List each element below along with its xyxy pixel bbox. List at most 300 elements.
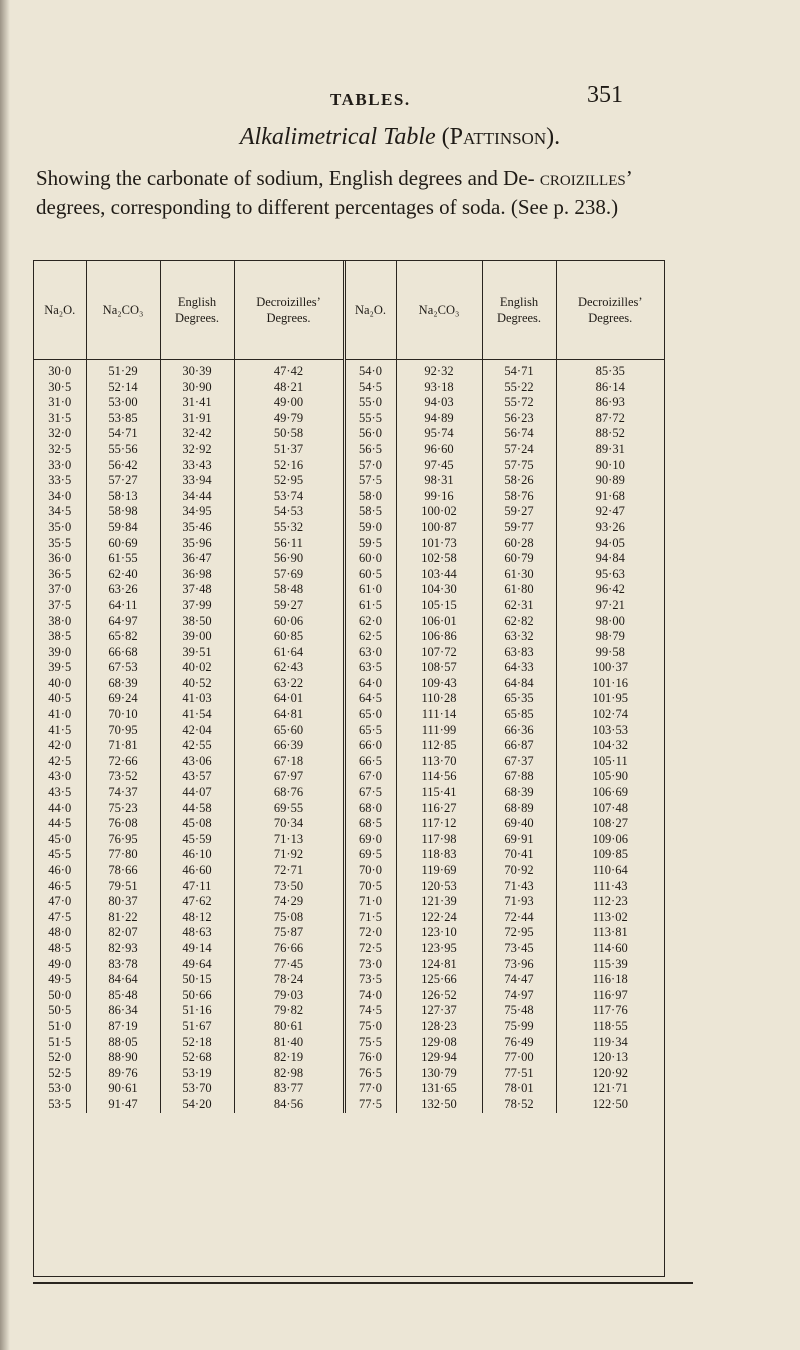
table-cell: 91·47 (86, 1097, 160, 1113)
table-cell: 73·50 (234, 879, 344, 895)
table-cell: 100·37 (592, 660, 628, 675)
table-cell: 86·14 (595, 379, 625, 394)
table-cell: 37·48 (160, 582, 234, 598)
table-cell: 118·55 (592, 1018, 628, 1033)
table-cell: 114·60 (592, 940, 628, 955)
table-cell: 76·5 (344, 1066, 396, 1082)
table-cell: 44·0 (34, 801, 86, 817)
table-row (34, 769, 664, 785)
table-cell: 78·24 (234, 972, 344, 988)
table-cell: 55·72 (482, 395, 556, 411)
table-cell: 79·03 (234, 988, 344, 1004)
table-cell: 51·67 (160, 1019, 234, 1035)
table-cell: 38·5 (34, 629, 86, 645)
table-cell: 61·30 (482, 567, 556, 583)
table-cell: 81·40 (234, 1035, 344, 1051)
table-cell: 94·03 (396, 395, 482, 411)
table-row (34, 941, 664, 957)
table-row (34, 910, 664, 926)
table-cell: 33·5 (34, 473, 86, 489)
table-cell: 56·90 (234, 551, 344, 567)
table-cell: 98·31 (396, 473, 482, 489)
table-cell: 86·93 (595, 395, 625, 410)
table-cell: 58·5 (344, 504, 396, 520)
table-row (34, 395, 664, 411)
table-cell: 78·52 (482, 1097, 556, 1113)
table-cell: 69·5 (344, 847, 396, 863)
table-row (34, 598, 664, 614)
table-cell: 70·10 (86, 707, 160, 723)
table-title-author: (Pattinson). (441, 124, 561, 150)
table-cell: 92·32 (396, 360, 482, 380)
table-cell: 61·5 (344, 598, 396, 614)
table-cell: 64·01 (234, 691, 344, 707)
table-cell: 39·51 (160, 645, 234, 661)
table-cell: 73·5 (344, 972, 396, 988)
table-cell: 31·5 (34, 411, 86, 427)
table-cell: 73·0 (344, 957, 396, 973)
table-cell: 72·44 (482, 910, 556, 926)
table-row (34, 816, 664, 832)
table-cell: 77·00 (482, 1050, 556, 1066)
table-cell: 39·0 (34, 645, 86, 661)
table-cell: 36·5 (34, 567, 86, 583)
table-cell: 71·5 (344, 910, 396, 926)
table-cell: 120·53 (396, 879, 482, 895)
table-cell: 65·5 (344, 723, 396, 739)
table-row (34, 536, 664, 552)
running-title: TABLES. (330, 90, 411, 109)
table-cell: 67·0 (344, 769, 396, 785)
table-cell: 68·76 (234, 785, 344, 801)
table-cell: 44·5 (34, 816, 86, 832)
table-cell: 73·96 (482, 957, 556, 973)
table-cell: 57·75 (482, 458, 556, 474)
table-cell: 81·22 (86, 910, 160, 926)
table-cell: 123·95 (396, 941, 482, 957)
table-cell: 57·0 (344, 458, 396, 474)
table-cell: 36·47 (160, 551, 234, 567)
table-cell: 65·85 (482, 707, 556, 723)
table-cell: 77·5 (344, 1097, 396, 1113)
table-cell: 87·19 (86, 1019, 160, 1035)
table-cell: 117·98 (396, 832, 482, 848)
table-row (34, 691, 664, 707)
table-cell: 114·56 (396, 769, 482, 785)
table-cell: 127·37 (396, 1003, 482, 1019)
table-row (34, 504, 664, 520)
table-cell: 75·0 (344, 1019, 396, 1035)
table-cell: 40·0 (34, 676, 86, 692)
table-cell: 101·95 (592, 691, 628, 706)
description-part-3: degrees, corresponding to different percentages of soda. (See p. 238.) (36, 195, 619, 219)
table-cell: 77·45 (234, 957, 344, 973)
table-cell: 45·5 (34, 847, 86, 863)
table-cell: 39·5 (34, 660, 86, 676)
table-cell: 112·85 (396, 738, 482, 754)
table-row (34, 847, 664, 863)
table-cell: 103·44 (396, 567, 482, 583)
table-row (34, 707, 664, 723)
table-cell: 95·74 (396, 426, 482, 442)
table-cell: 36·98 (160, 567, 234, 583)
table-cell: 72·95 (482, 925, 556, 941)
table-cell: 49·5 (34, 972, 86, 988)
table-cell: 67·53 (86, 660, 160, 676)
table-cell: 63·0 (344, 645, 396, 661)
table-row (34, 567, 664, 583)
table-cell: 43·06 (160, 754, 234, 770)
table-cell: 57·27 (86, 473, 160, 489)
table-cell: 45·08 (160, 816, 234, 832)
table-cell: 84·56 (234, 1097, 344, 1113)
table-description (36, 164, 666, 222)
table-cell: 49·0 (34, 957, 86, 973)
table-cell: 38·0 (34, 614, 86, 630)
table-cell: 41·5 (34, 723, 86, 739)
table-cell: 120·92 (592, 1065, 628, 1080)
table-cell: 54·0 (344, 360, 396, 380)
table-cell: 99·58 (595, 644, 625, 659)
table-cell: 48·63 (160, 925, 234, 941)
table-cell: 74·0 (344, 988, 396, 1004)
table-cell: 67·5 (344, 785, 396, 801)
table-cell: 61·0 (344, 582, 396, 598)
table-cell: 72·71 (234, 863, 344, 879)
table-cell: 54·53 (234, 504, 344, 520)
table-cell: 55·32 (234, 520, 344, 536)
table-cell: 60·0 (344, 551, 396, 567)
table-cell: 30·90 (160, 380, 234, 396)
table-cell: 33·94 (160, 473, 234, 489)
table-cell: 76·0 (344, 1050, 396, 1066)
table-cell: 45·0 (34, 832, 86, 848)
table-cell: 117·76 (592, 1003, 628, 1018)
table-row (34, 894, 664, 910)
table-cell: 89·31 (595, 441, 625, 456)
table-cell: 73·45 (482, 941, 556, 957)
table-cell: 68·39 (86, 676, 160, 692)
table-cell: 69·0 (344, 832, 396, 848)
table-row (34, 676, 664, 692)
table-cell: 72·5 (344, 941, 396, 957)
table-cell: 30·0 (34, 360, 86, 380)
table-cell: 47·42 (234, 360, 344, 380)
table-cell: 76·95 (86, 832, 160, 848)
table-cell: 32·5 (34, 442, 86, 458)
table-cell: 128·23 (396, 1019, 482, 1035)
table-cell: 117·12 (396, 816, 482, 832)
table-cell: 50·15 (160, 972, 234, 988)
table-cell: 60·5 (344, 567, 396, 583)
table-cell: 109·06 (592, 831, 628, 846)
table-cell: 119·69 (396, 863, 482, 879)
table-cell: 115·41 (396, 785, 482, 801)
table-cell: 111·99 (396, 723, 482, 739)
table-cell: 68·0 (344, 801, 396, 817)
table-cell: 96·42 (595, 582, 625, 597)
table-cell: 56·23 (482, 411, 556, 427)
table-row (34, 380, 664, 396)
table-cell: 130·79 (396, 1066, 482, 1082)
table-cell: 57·24 (482, 442, 556, 458)
table-cell: 66·0 (344, 738, 396, 754)
table-cell: 51·29 (86, 360, 160, 380)
table-cell: 94·89 (396, 411, 482, 427)
table-cell: 67·88 (482, 769, 556, 785)
table-row (34, 520, 664, 536)
table-cell: 101·16 (592, 675, 628, 690)
table-cell: 52·95 (234, 473, 344, 489)
table-cell: 53·0 (34, 1081, 86, 1097)
table-cell: 77·51 (482, 1066, 556, 1082)
table-cell: 49·79 (234, 411, 344, 427)
table-cell: 75·5 (344, 1035, 396, 1051)
table-cell: 45·59 (160, 832, 234, 848)
table-cell: 69·55 (234, 801, 344, 817)
table-cell: 125·66 (396, 972, 482, 988)
table-cell: 111·14 (396, 707, 482, 723)
table-cell: 37·99 (160, 598, 234, 614)
table-cell: 78·66 (86, 863, 160, 879)
table-cell: 107·72 (396, 645, 482, 661)
table-cell: 52·5 (34, 1066, 86, 1082)
table-header-row (34, 261, 664, 360)
column-header: Na₂CO₃ (86, 261, 160, 360)
table-cell: 53·74 (234, 489, 344, 505)
table-cell: 100·87 (396, 520, 482, 536)
table-cell: 88·52 (595, 426, 625, 441)
table-cell: 65·0 (344, 707, 396, 723)
table-cell: 106·86 (396, 629, 482, 645)
table-cell: 60·85 (234, 629, 344, 645)
table-cell: 108·57 (396, 660, 482, 676)
table-cell: 113·81 (592, 925, 628, 940)
table-cell: 49·14 (160, 941, 234, 957)
table-cell: 30·39 (160, 360, 234, 380)
table-cell: 70·5 (344, 879, 396, 895)
table-cell: 40·5 (34, 691, 86, 707)
table-cell: 62·5 (344, 629, 396, 645)
table-row (34, 582, 664, 598)
table-cell: 57·5 (344, 473, 396, 489)
table-cell: 93·18 (396, 380, 482, 396)
table-cell: 58·13 (86, 489, 160, 505)
table-cell: 56·42 (86, 458, 160, 474)
table-cell: 93·26 (595, 519, 625, 534)
table-cell: 70·34 (234, 816, 344, 832)
table-row (34, 442, 664, 458)
table-cell: 76·49 (482, 1035, 556, 1051)
table-cell: 54·5 (344, 380, 396, 396)
table-cell: 37·5 (34, 598, 86, 614)
table-cell: 116·27 (396, 801, 482, 817)
table-cell: 42·5 (34, 754, 86, 770)
table-cell: 79·51 (86, 879, 160, 895)
table-cell: 105·90 (592, 769, 628, 784)
table-row (34, 1081, 664, 1097)
table-cell: 99·16 (396, 489, 482, 505)
column-header: Decroizilles’ Degrees. (234, 261, 344, 360)
table-cell: 61·64 (234, 645, 344, 661)
table-cell: 64·84 (482, 676, 556, 692)
table-cell: 121·39 (396, 894, 482, 910)
table-cell: 131·65 (396, 1081, 482, 1097)
table-cell: 53·19 (160, 1066, 234, 1082)
table-cell: 43·5 (34, 785, 86, 801)
table-cell: 59·27 (482, 504, 556, 520)
data-table (34, 261, 664, 1113)
column-header: Decroizilles’ Degrees. (556, 261, 664, 360)
table-cell: 115·39 (592, 956, 628, 971)
table-cell: 60·28 (482, 536, 556, 552)
table-cell: 103·53 (592, 722, 628, 737)
table-cell: 30·5 (34, 380, 86, 396)
table-cell: 41·54 (160, 707, 234, 723)
table-row (34, 957, 664, 973)
table-cell: 51·16 (160, 1003, 234, 1019)
table-cell: 69·40 (482, 816, 556, 832)
column-header: Na₂O. (344, 261, 396, 360)
table-cell: 62·40 (86, 567, 160, 583)
table-row (34, 1050, 664, 1066)
table-row (34, 988, 664, 1004)
page-header (0, 80, 800, 120)
table-cell: 80·37 (86, 894, 160, 910)
table-cell: 42·0 (34, 738, 86, 754)
table-cell: 74·97 (482, 988, 556, 1004)
table-cell: 46·5 (34, 879, 86, 895)
table-cell: 102·74 (592, 707, 628, 722)
table-cell: 35·46 (160, 520, 234, 536)
table-row (34, 629, 664, 645)
table-cell: 89·76 (86, 1066, 160, 1082)
table-cell: 97·45 (396, 458, 482, 474)
table-cell: 94·05 (595, 535, 625, 550)
table-cell: 121·71 (592, 1081, 628, 1096)
table-cell: 34·95 (160, 504, 234, 520)
table-cell: 70·41 (482, 847, 556, 863)
table-cell: 98·00 (595, 613, 625, 628)
table-cell: 42·04 (160, 723, 234, 739)
table-cell: 86·34 (86, 1003, 160, 1019)
table-cell: 67·37 (482, 754, 556, 770)
table-row (34, 972, 664, 988)
table-cell: 56·5 (344, 442, 396, 458)
description-part-2: croizilles’ (539, 166, 633, 190)
table-cell: 129·94 (396, 1050, 482, 1066)
table-cell: 48·21 (234, 380, 344, 396)
table-cell: 124·81 (396, 957, 482, 973)
table-cell: 74·5 (344, 1003, 396, 1019)
table-row (34, 863, 664, 879)
table-cell: 68·5 (344, 816, 396, 832)
table-row (34, 832, 664, 848)
table-row (34, 801, 664, 817)
table-cell: 113·02 (592, 909, 628, 924)
table-row (34, 738, 664, 754)
table-cell: 102·58 (396, 551, 482, 567)
table-cell: 31·0 (34, 395, 86, 411)
table-cell: 54·20 (160, 1097, 234, 1113)
table-cell: 34·44 (160, 489, 234, 505)
table-row (34, 1035, 664, 1051)
table-cell: 31·41 (160, 395, 234, 411)
table-cell: 52·68 (160, 1050, 234, 1066)
table-cell: 108·27 (592, 816, 628, 831)
table-cell: 67·97 (234, 769, 344, 785)
table-cell: 39·00 (160, 629, 234, 645)
table-cell: 77·80 (86, 847, 160, 863)
table-cell: 110·28 (396, 691, 482, 707)
table-cell: 50·58 (234, 426, 344, 442)
table-cell: 63·26 (86, 582, 160, 598)
table-cell: 132·50 (396, 1097, 482, 1113)
table-cell: 126·52 (396, 988, 482, 1004)
table-cell: 70·0 (344, 863, 396, 879)
table-cell: 84·64 (86, 972, 160, 988)
table-title (0, 124, 800, 151)
table-cell: 31·91 (160, 411, 234, 427)
table-cell: 56·74 (482, 426, 556, 442)
table-cell: 68·39 (482, 785, 556, 801)
page-number: 351 (587, 82, 623, 108)
table-cell: 53·00 (86, 395, 160, 411)
bottom-rule (33, 1282, 693, 1284)
table-row (34, 723, 664, 739)
table-cell: 71·92 (234, 847, 344, 863)
table-cell: 68·89 (482, 801, 556, 817)
table-cell: 58·48 (234, 582, 344, 598)
table-row (34, 551, 664, 567)
page-gutter-shadow (0, 0, 10, 1350)
table-cell: 113·70 (396, 754, 482, 770)
table-cell: 55·0 (344, 395, 396, 411)
table-cell: 97·21 (595, 597, 625, 612)
table-cell: 112·23 (592, 894, 628, 909)
table-cell: 43·57 (160, 769, 234, 785)
table-cell: 83·78 (86, 957, 160, 973)
table-row (34, 754, 664, 770)
table-cell: 46·10 (160, 847, 234, 863)
table-cell: 46·0 (34, 863, 86, 879)
table-cell: 32·92 (160, 442, 234, 458)
table-cell: 58·0 (344, 489, 396, 505)
table-cell: 65·60 (234, 723, 344, 739)
table-cell: 53·85 (86, 411, 160, 427)
table-cell: 70·95 (86, 723, 160, 739)
table-cell: 48·0 (34, 925, 86, 941)
table-cell: 66·36 (482, 723, 556, 739)
table-cell: 47·0 (34, 894, 86, 910)
table-cell: 74·37 (86, 785, 160, 801)
table-cell: 106·01 (396, 614, 482, 630)
table-cell: 64·33 (482, 660, 556, 676)
table-cell: 76·66 (234, 941, 344, 957)
table-cell: 55·56 (86, 442, 160, 458)
table-cell: 56·0 (344, 426, 396, 442)
table-cell: 48·5 (34, 941, 86, 957)
table-cell: 101·73 (396, 536, 482, 552)
table-cell: 82·07 (86, 925, 160, 941)
table-cell: 52·16 (234, 458, 344, 474)
table-row (34, 1097, 664, 1113)
table-cell: 79·82 (234, 1003, 344, 1019)
table-row (34, 645, 664, 661)
table-cell: 35·96 (160, 536, 234, 552)
table-cell: 116·18 (592, 972, 628, 987)
table-cell: 54·71 (482, 360, 556, 380)
